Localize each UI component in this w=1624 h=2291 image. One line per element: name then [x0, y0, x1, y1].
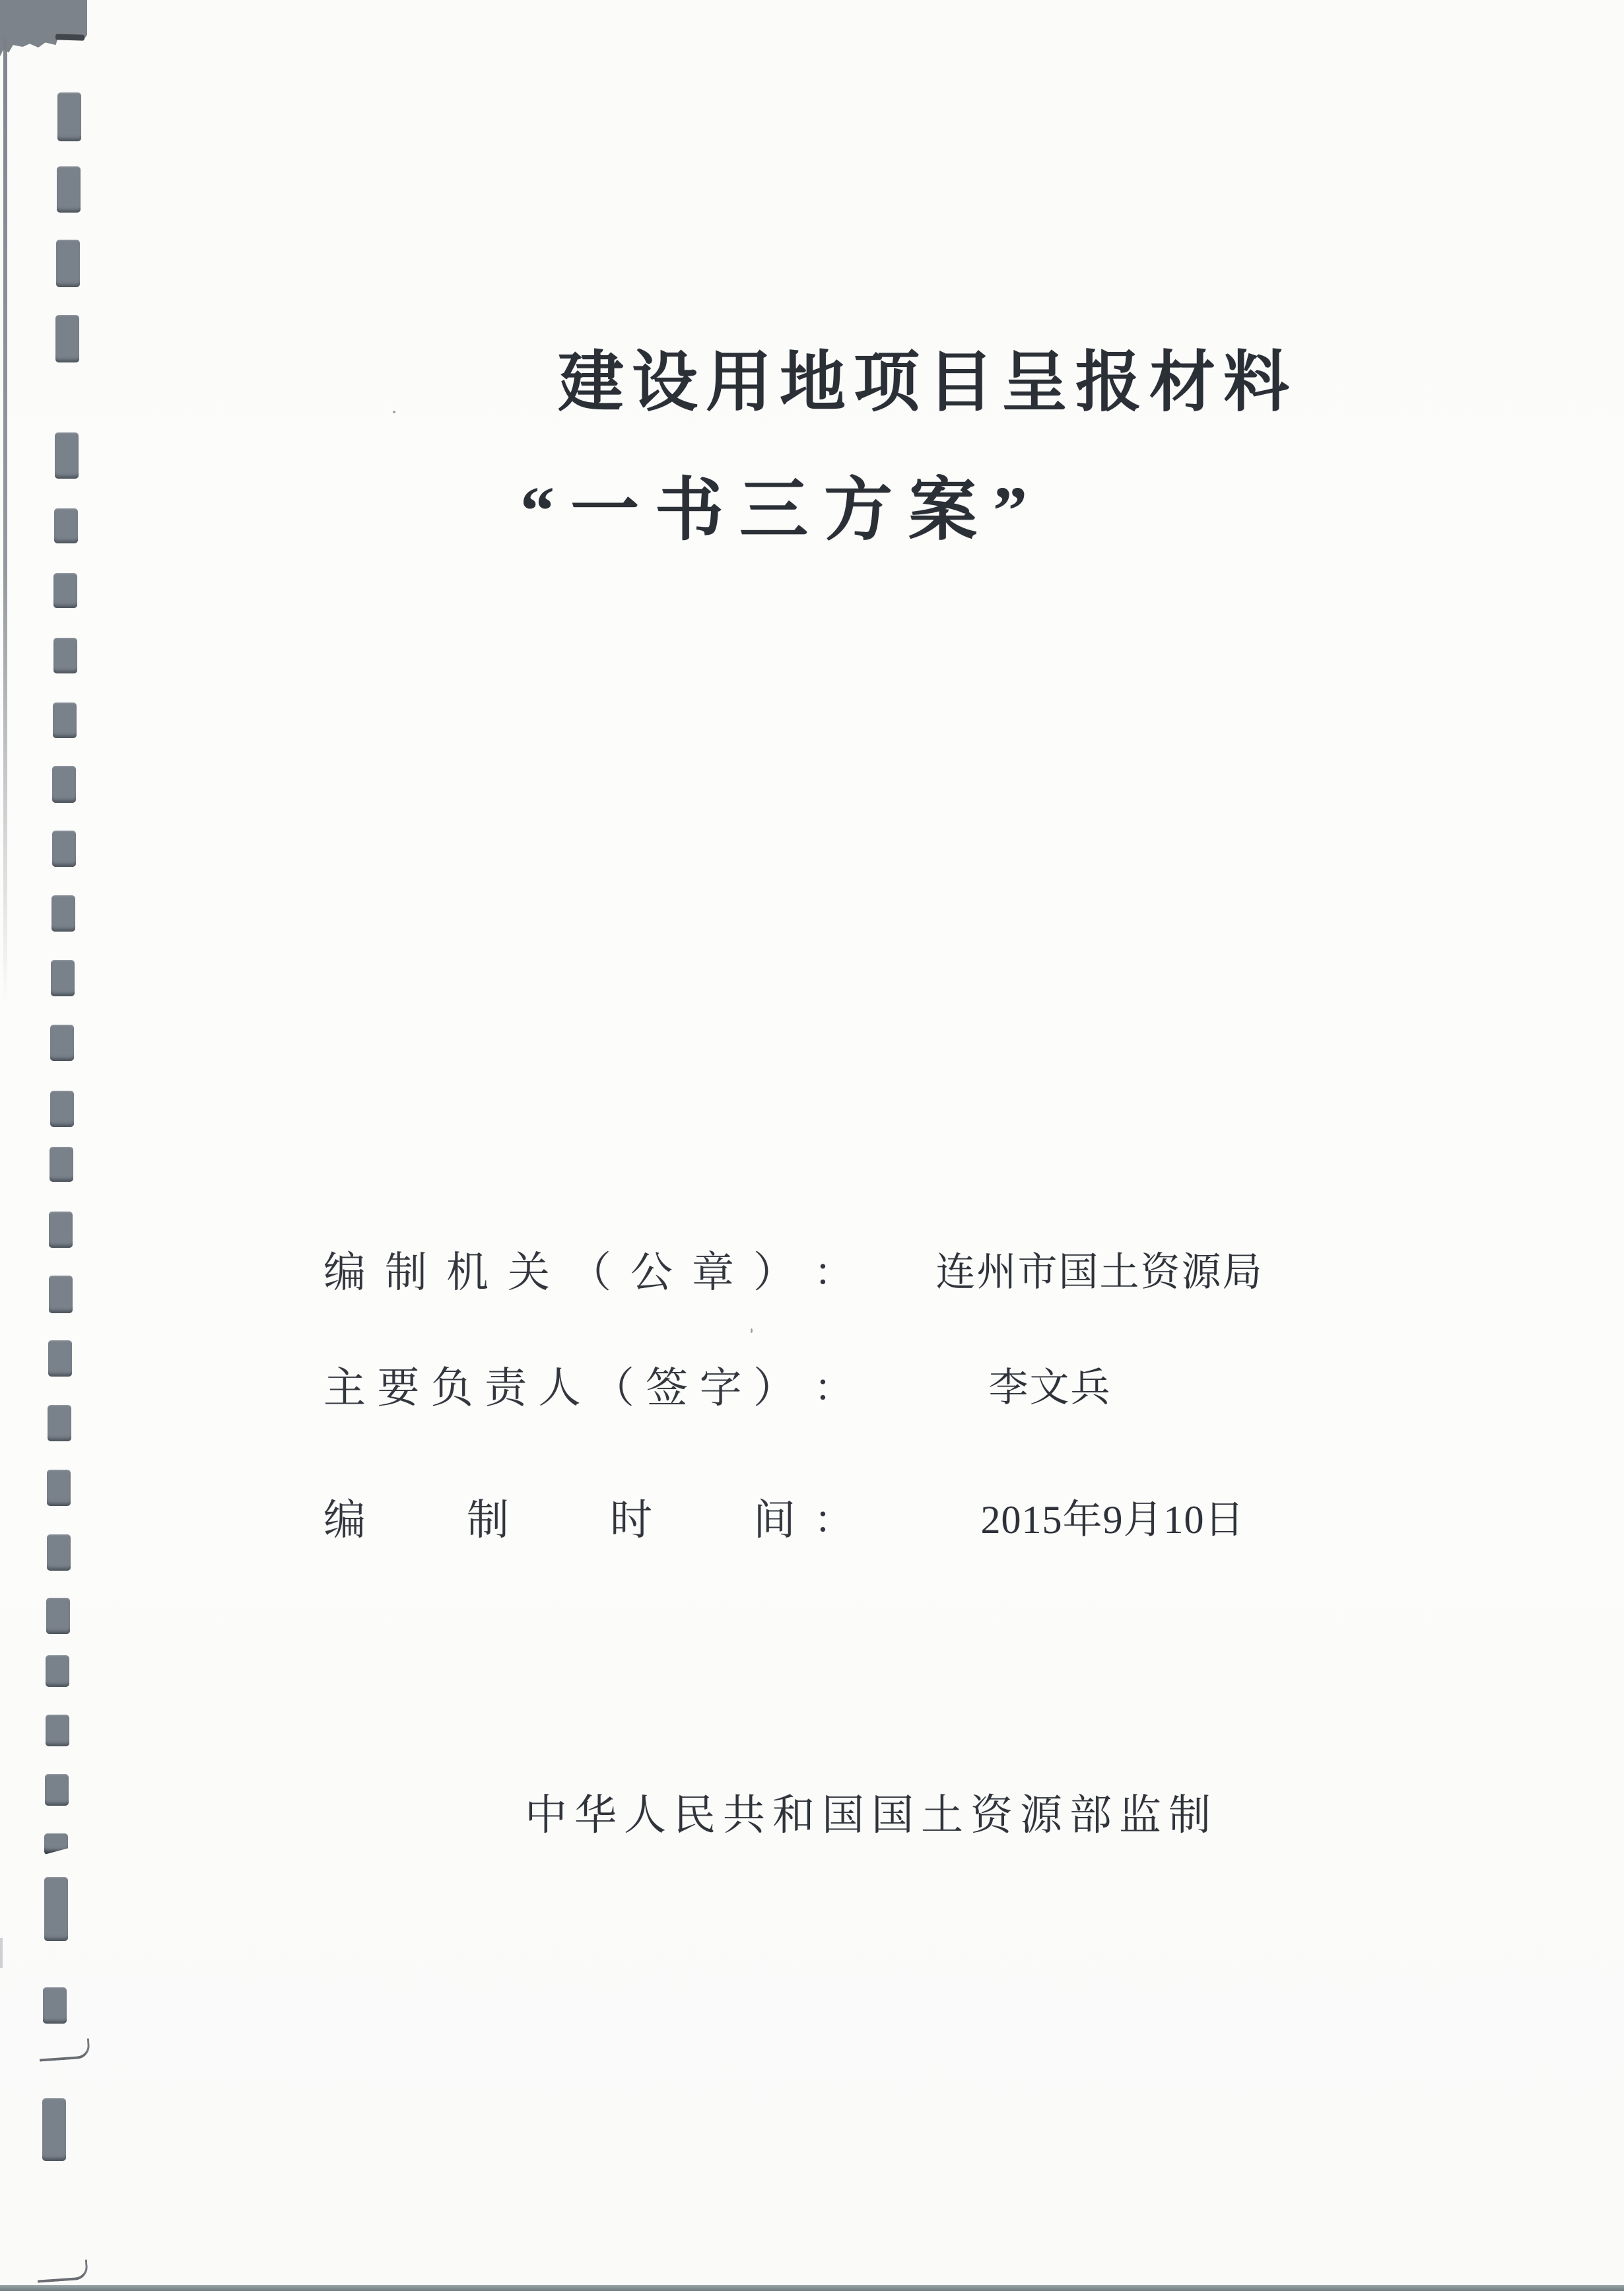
- binding-hole: [53, 638, 77, 673]
- scan-left-edge-line: [3, 38, 7, 1002]
- binding-hole: [52, 766, 76, 803]
- binding-hole: [57, 166, 81, 213]
- field-value: 2015年9月10日: [980, 1498, 1245, 1542]
- binding-hole: [49, 1212, 73, 1248]
- binding-hole: [46, 1655, 69, 1687]
- binding-hole: [48, 1340, 72, 1377]
- binding-hole: [56, 240, 80, 287]
- document-subtitle: “一书三方案”: [520, 473, 1044, 549]
- scan-corner-shadow: [55, 34, 85, 41]
- binding-hole: [51, 960, 75, 996]
- binding-hole: [52, 831, 76, 867]
- binding-hole: [49, 1276, 73, 1313]
- scan-corner-artifact: [0, 0, 87, 63]
- binding-hole: [54, 508, 78, 543]
- field-label: 编制机关（公章）: [323, 1249, 795, 1296]
- document-title: 建设用地项目呈报材料: [558, 346, 1297, 419]
- publisher-note: 中华人民共和国国土资源部监制: [525, 1792, 1218, 1839]
- binding-hole: [50, 1025, 74, 1061]
- binding-hole-outline: [38, 2038, 90, 2061]
- binding-hole-outline: [36, 2259, 88, 2282]
- binding-hole: [50, 1147, 73, 1182]
- binding-hole: [43, 1987, 67, 2024]
- binding-hole: [51, 895, 75, 932]
- field-colon: ：: [814, 1499, 853, 1542]
- binding-hole: [47, 1470, 71, 1506]
- field-label: 编制时间: [323, 1497, 795, 1544]
- field-label: 主要负责人（签字）: [323, 1365, 795, 1412]
- scan-speck: [751, 1328, 753, 1333]
- binding-hole: [42, 2098, 66, 2161]
- binding-hole: [55, 432, 79, 479]
- field-value: 连州市国土资源局: [935, 1250, 1264, 1294]
- binding-hole: [46, 1715, 69, 1746]
- scan-speck: [393, 411, 395, 413]
- binding-hole: [48, 1405, 71, 1441]
- binding-hole: [55, 315, 79, 362]
- field-colon: ：: [814, 1367, 853, 1410]
- binding-hole: [44, 1877, 68, 1941]
- binding-hole: [57, 92, 81, 141]
- binding-hole: [53, 702, 77, 738]
- scan-left-edge-mark: [0, 1938, 3, 1968]
- binding-hole: [46, 1598, 70, 1634]
- field-colon: ：: [814, 1251, 853, 1294]
- field-row-issuing-authority: [323, 1250, 1347, 1305]
- binding-hole: [53, 573, 77, 608]
- field-value: 李文兵: [988, 1366, 1112, 1410]
- binding-hole: [44, 1833, 68, 1855]
- scan-bottom-edge-artifact: [0, 2285, 1624, 2291]
- field-row-compilation-date: [323, 1497, 1347, 1553]
- field-row-responsible-person: [323, 1365, 1347, 1421]
- binding-hole: [45, 1774, 69, 1806]
- binding-hole: [47, 1534, 71, 1571]
- binding-hole: [50, 1091, 74, 1127]
